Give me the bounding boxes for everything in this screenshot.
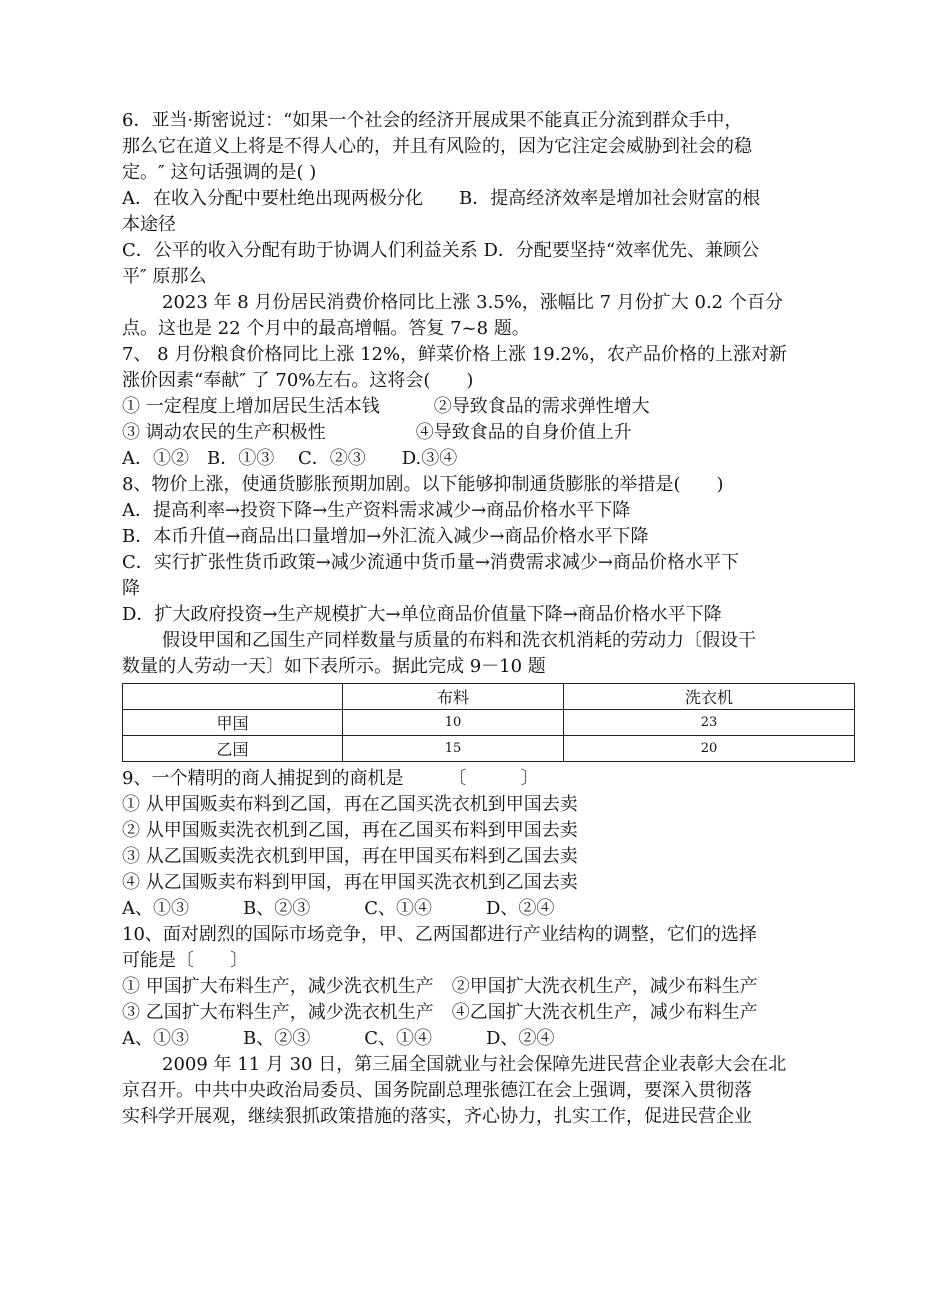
table-cell: 10 [343,710,564,736]
text-line: B．本币升值→商品出口量增加→外汇流入减少→商品价格水平下降 [122,526,649,547]
table-cell: 20 [564,736,855,762]
table-cell: 甲国 [123,710,343,736]
text-line: 2009 年 11 月 30 日，第三届全国就业与社会保障先进民营企业表彰大会在北 [162,1054,787,1075]
text-line: 2023 年 8 月份居民消费价格同比上涨 3.5%，涨幅比 7 月份扩大 0.2 个百分 [162,292,783,313]
text-line: A．提高利率→投资下降→生产资料需求减少→商品价格水平下降 [122,500,631,521]
text-line: ① 一定程度上增加居民生活本钱 ②导致食品的需求弹性增大 [122,396,650,417]
text-line: 那么它在道义上将是不得人心的，并且有风险的，因为它注定会威胁到社会的稳 [122,136,752,157]
text-line: ③ 从乙国贩卖洗衣机到甲国，再在甲国买布料到乙国去卖 [122,846,578,867]
text-line: 点。这也是 22 个月中的最高增幅。答复 7~8 题。 [122,318,530,339]
text-line: C．公平的收入分配有助于协调人们利益关系 D．分配要坚持“效率优先、兼顾公 [122,240,760,261]
text-line: ② 从甲国贩卖洗衣机到乙国，再在乙国买布料到甲国去卖 [122,820,578,841]
table-header-row [123,684,855,710]
table-header-cell: 布料 [343,684,564,710]
text-line: 平″ 原那么 [122,266,207,287]
text-line: 定。″ 这句话强调的是( ) [122,162,317,183]
table-row [123,736,855,762]
text-line: ① 甲国扩大布料生产，减少洗衣机生产 ②甲国扩大洗衣机生产，减少布料生产 [122,976,758,997]
document-page [122,108,854,1130]
table-header-cell [123,684,343,710]
text-line: A．在收入分配中要杜绝出现两极分化 B．提高经济效率是增加社会财富的根 [122,188,761,209]
text-line: 10、面对剧烈的国际市场竞争，甲、乙两国都进行产业结构的调整，它们的选择 [122,924,757,945]
text-line: A．①② B．①③ C．②③ D.③④ [122,448,458,469]
text-line: ③ 乙国扩大布料生产，减少洗衣机生产 ④乙国扩大洗衣机生产，减少布料生产 [122,1002,758,1023]
text-line: 降 [122,578,140,599]
text-line: C．实行扩张性货币政策→减少流通中货币量→消费需求减少→商品价格水平下 [122,552,740,573]
text-line: ④ 从乙国贩卖布料到甲国，再在甲国买洗衣机到乙国去卖 [122,872,578,893]
table-cell: 乙国 [123,736,343,762]
text-line: 8、物价上涨，使通货膨胀预期加剧。以下能够抑制通货膨胀的举措是( ) [122,474,724,495]
table-cell: 15 [343,736,564,762]
text-line: 数量的人劳动一天〕如下表所示。据此完成 9－10 题 [122,656,546,677]
text-line: A、①③ B、②③ C、①④ D、②④ [122,1028,555,1049]
text-line: 可能是〔 〕 [122,950,248,971]
text-line: ① 从甲国贩卖布料到乙国，再在乙国买洗衣机到甲国去卖 [122,794,578,815]
text-line: 假设甲国和乙国生产同样数量与质量的布料和洗衣机消耗的劳动力〔假设干 [162,630,756,651]
table-header-cell: 洗衣机 [564,684,855,710]
text-line: 京召开。中共中央政治局委员、国务院副总理张德江在会上强调，要深入贯彻落 [122,1080,752,1101]
text-line: 涨价因素“奉献″ 了 70%左右。这将会( ) [122,370,474,391]
table-row [123,710,855,736]
labor-table [122,683,855,762]
text-line: 9、一个精明的商人捕捉到的商机是 〔 〕 [122,768,539,789]
text-line: D．扩大政府投资→生产规模扩大→单位商品价值量下降→商品价格水平下降 [122,604,722,625]
text-line: 6．亚当·斯密说过：“如果一个社会的经济开展成果不能真正分流到群众手中， [122,110,743,131]
text-line: ③ 调动农民的生产积极性 ④导致食品的自身价值上升 [122,422,632,443]
text-line: 本途径 [122,214,176,235]
table-cell: 23 [564,710,855,736]
text-line: 实科学开展观，继续狠抓政策措施的落实，齐心协力，扎实工作，促进民营企业 [122,1106,752,1127]
text-line: 7、 8 月份粮食价格同比上涨 12%，鲜菜价格上涨 19.2%，农产品价格的上涨对新 [122,344,787,365]
text-line: A、①③ B、②③ C、①④ D、②④ [122,898,555,919]
